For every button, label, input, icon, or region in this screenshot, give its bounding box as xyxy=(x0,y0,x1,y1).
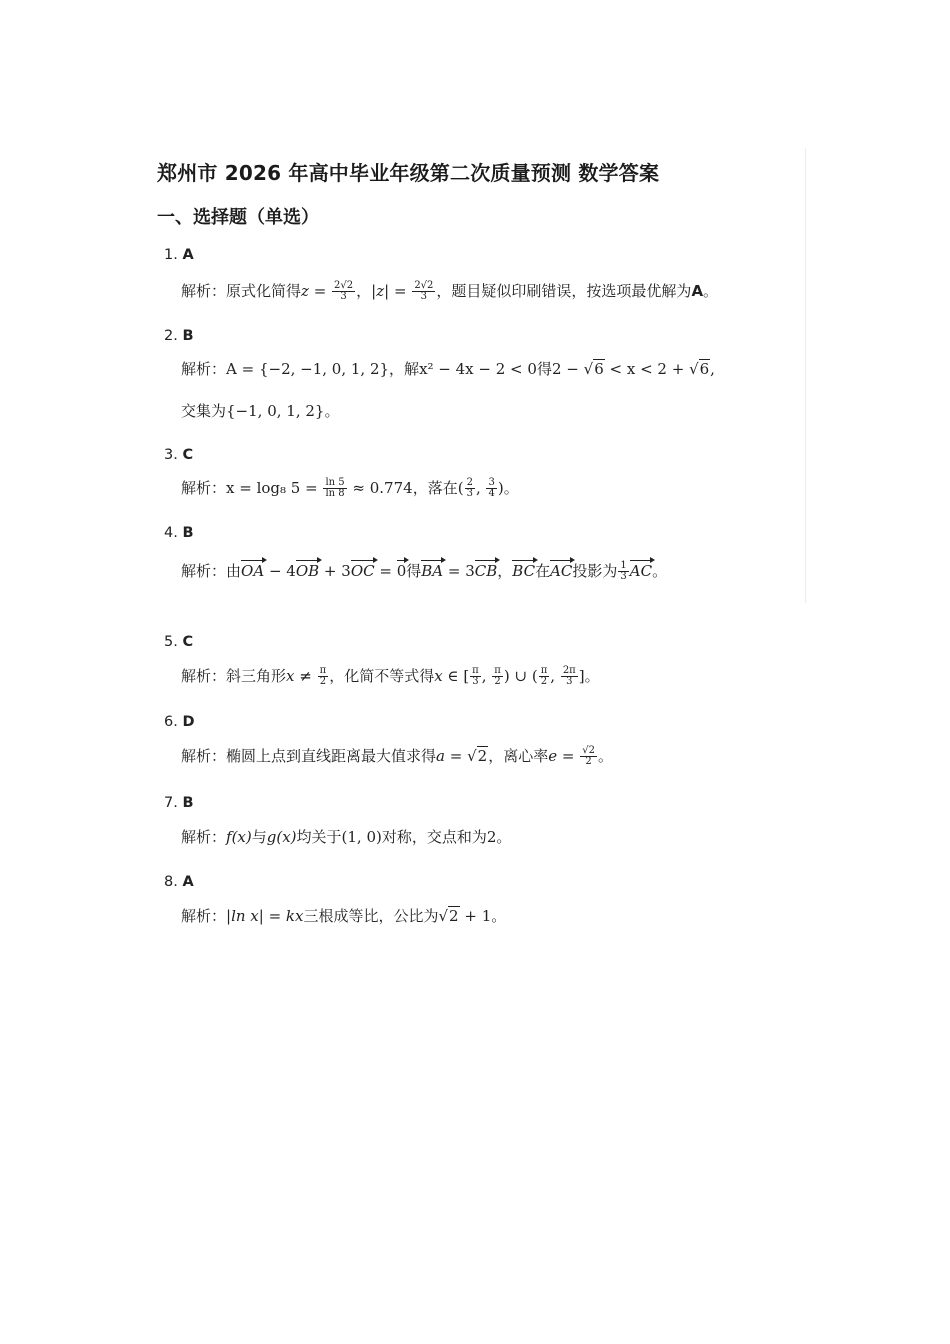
question-2-explanation-line2: 交集为{−1, 0, 1, 2}。 xyxy=(181,402,340,420)
right-edge-divider xyxy=(805,148,806,603)
question-2-header: 2. B xyxy=(164,328,194,344)
question-7-header: 7. B xyxy=(164,795,194,811)
question-2-explanation: 解析：A = {−2, −1, 0, 1, 2}，解x² − 4x − 2 < 0得2 − √6 < x < 2 + √6, xyxy=(181,360,715,378)
question-5-explanation: 解析：斜三角形x ≠ $\frac{\pi}{2}$ ，化简不等式得x ∈ [ $\frac{\pi}{3}$ , $\frac{\pi}{2}$ ) ∪ ( $\frac{\pi}{2}$ , $\frac{2\pi}{3}$ ]。 xyxy=(181,664,600,687)
question-7-explanation: 解析：f(x)与g(x)均关于(1, 0)对称，交点和为2。 xyxy=(181,828,512,846)
question-4-header: 4. B xyxy=(164,525,194,541)
question-4-explanation: 解析：由OA − 4OB + 3OC = 0得BA = 3CB，BC在AC投影为 $\frac{1}{3}$ AC。 xyxy=(181,559,668,582)
question-6-header: 6. D xyxy=(164,714,195,730)
question-1-explanation: 解析：原式化简得z = $\frac{2√2}{3}$ ，|z| = $\frac{2√2}{3}$ ，题目疑似印刷错误，按选项最优解为A。 xyxy=(181,279,719,302)
question-8-explanation: 解析：|ln x| = kx三根成等比，公比为√2 + 1。 xyxy=(181,907,507,925)
question-8-header: 8. A xyxy=(164,874,194,890)
question-5-header: 5. C xyxy=(164,634,194,650)
page-title: 郑州市 2026 年高中毕业年级第二次质量预测 数学答案 xyxy=(157,161,660,185)
section-heading: 一、选择题（单选） xyxy=(157,207,319,228)
question-3-header: 3. C xyxy=(164,447,194,463)
question-6-explanation: 解析：椭圆上点到直线距离最大值求得a = √2，离心率e = $\frac{√2}{2}$ 。 xyxy=(181,744,613,767)
question-3-explanation: 解析：x = log₈ 5 = $\frac{\ln 5}{\ln 8}$ ≈ 0.774，落在( $\frac{2}{3}$ , $\frac{3}{4}$ )。 xyxy=(181,476,519,499)
question-1-header: 1. A xyxy=(164,247,194,263)
